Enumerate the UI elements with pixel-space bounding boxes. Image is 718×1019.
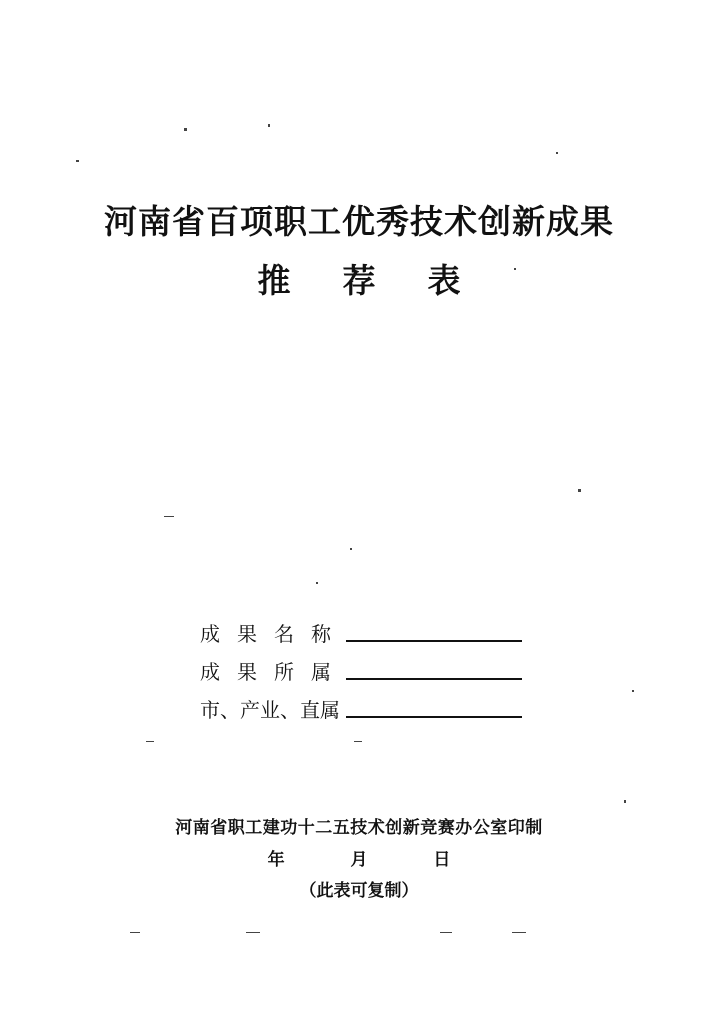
scan-speck — [556, 152, 558, 154]
scan-speck — [76, 160, 79, 162]
field-label-achievement-name: 成果名称 — [200, 622, 348, 646]
scan-speck — [354, 741, 362, 742]
scan-speck — [624, 800, 626, 803]
document-subtitle: 推荐表 — [257, 261, 513, 300]
document-title: 河南省百项职工优秀技术创新成果 — [104, 202, 614, 241]
footer-copy-note: （此表可复制） — [299, 881, 419, 901]
scan-speck — [440, 932, 452, 933]
footer-issuer: 河南省职工建功十二五技术创新竞赛办公室印制 — [175, 818, 543, 838]
info-fields — [200, 614, 540, 728]
blank-line-achievement-owner — [346, 678, 522, 680]
scan-speck — [632, 690, 634, 692]
scan-speck — [316, 582, 318, 584]
blank-line-achievement-name — [346, 640, 522, 642]
scan-speck — [268, 124, 270, 127]
scan-speck — [578, 489, 581, 492]
field-label-city-industry: 市、产业、直属 — [200, 698, 340, 722]
scan-speck — [146, 741, 154, 742]
field-row-achievement-owner — [200, 652, 540, 690]
scan-speck — [184, 128, 187, 131]
blank-line-city-industry — [346, 716, 522, 718]
scan-speck — [512, 932, 526, 933]
scan-speck — [514, 268, 516, 270]
field-row-achievement-name — [200, 614, 540, 652]
scan-speck — [350, 548, 352, 550]
footer-date-line: 年 月 日 — [267, 850, 481, 870]
field-row-city-industry — [200, 690, 540, 728]
scan-speck — [246, 932, 260, 933]
field-label-achievement-owner: 成果所属 — [200, 660, 348, 684]
scan-speck — [164, 516, 174, 517]
scan-speck — [130, 932, 140, 933]
